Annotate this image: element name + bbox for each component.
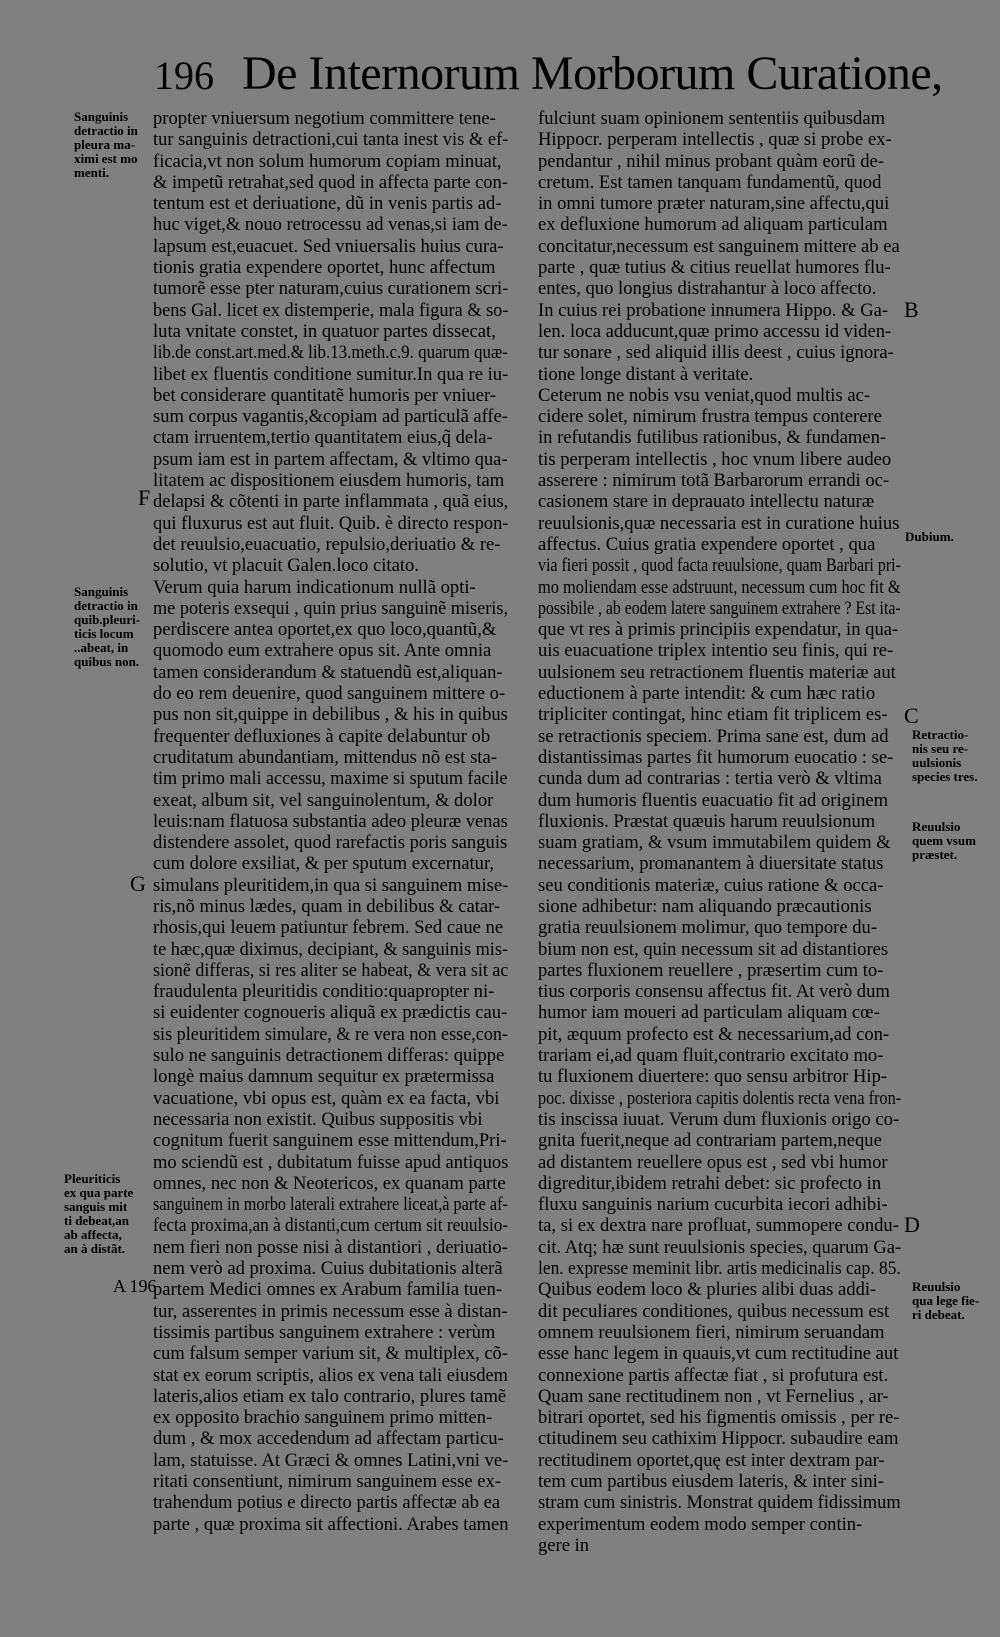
margin-note-line: ximi est mo	[74, 151, 138, 166]
text-line: ta, si ex dextra nare profluat, summopere condu-	[538, 1215, 899, 1237]
catchword: 196	[129, 1276, 157, 1296]
text-line: uulsionem seu retractionem fluentis materiæ aut	[538, 661, 896, 683]
text-line: partes fluxionem reuellere , præsertim cum to-	[538, 959, 884, 981]
text-line: me poteris exsequi , quin prius sanguinẽ miseris,	[153, 597, 508, 619]
text-line: longè maius damnum sequitur ex prætermissa	[153, 1066, 495, 1088]
text-line: omnes, nec non & Neotericos, ex quanam parte	[153, 1172, 506, 1194]
section-letter-g: G	[130, 871, 146, 896]
text-line: dum , & mox accedendum ad affectam particu-	[153, 1428, 504, 1450]
text-line: cit. Atq; hæ sunt reuulsionis species, quarum Ga-	[538, 1236, 901, 1258]
text-line: pit, æquum profecto est & necessarium,ad con-	[538, 1023, 890, 1045]
text-line: fecta proxima,an à distanti,cum certum sit reuulsio-	[153, 1215, 508, 1237]
text-line: tripliciter contingat, hinc etiam fit triplicem es-	[538, 704, 888, 726]
page-header	[150, 46, 943, 106]
text-line: lib.de const.art.med.& lib.13.meth.c.9. quarum quæ-	[153, 342, 508, 364]
margin-note-dubium	[905, 530, 954, 544]
text-line: ctam irruentem,tertio quantitatem eius,q̃ dela-	[153, 427, 493, 449]
margin-note-line: præstet.	[912, 847, 958, 862]
margin-note-line: species tres.	[912, 769, 978, 784]
text-line: trahendum potius e directo partis affectæ ab ea	[153, 1492, 501, 1514]
text-line: lam, statuisse. At Græci & omnes Latini,vni ve-	[153, 1449, 508, 1471]
text-line: sulo ne sanguinis detractionem differas: quippe	[153, 1045, 505, 1067]
text-line: sione adhibetur: nam aliquando præcautionis	[538, 895, 872, 917]
text-line: tumorẽ esse pter naturam,cuius curationem scri-	[153, 278, 508, 300]
section-letter-b: B	[904, 297, 919, 322]
text-line: rectitudinem oportet,quę est inter dextram par-	[538, 1449, 885, 1471]
text-line: qui fluxurus est aut fluit. Quib. è directo respon-	[153, 512, 508, 534]
text-line: fluxu sanguinis narium cucurbita iecori adhibi-	[538, 1194, 888, 1216]
margin-note-line: Pleuriticis	[64, 1171, 121, 1186]
margin-note-line: Retractio-	[912, 727, 969, 742]
text-line: nem verò ad proxima. Cuius dubitationis alterã	[153, 1258, 503, 1280]
text-line: mo moliendam esse adstruunt, necessum cum hoc fit &	[538, 576, 901, 598]
margin-note-line: nis seu re-	[912, 741, 969, 756]
text-line: tissimis partibus sanguinem extrahere : verùm	[153, 1321, 496, 1343]
text-line: pus non sit,quippe in debilibus , & his in quibus	[153, 704, 508, 726]
text-line: Ceterum ne nobis vsu veniat,quod multis ac-	[538, 384, 871, 406]
signature-mark	[113, 1276, 157, 1297]
text-line: parte , quæ tutius & citius reuellat humores flu-	[538, 257, 891, 279]
margin-note-pleuriticis	[64, 1172, 133, 1256]
margin-note-line: ri debeat.	[912, 1307, 965, 1322]
text-line: ritati consentiunt, nimirum sanguinem esse ex-	[153, 1471, 502, 1492]
margin-note-line: sanguis mit	[64, 1199, 128, 1214]
text-line: ex opposito brachio sanguinem primo mitten-	[153, 1407, 493, 1429]
margin-note-line: Reuulsio	[912, 819, 961, 834]
text-line: necessaria non existit. Quibus suppositis vbi	[153, 1108, 483, 1130]
text-line: Quam sane rectitudinem non , vt Fernelius , ar-	[538, 1385, 889, 1407]
text-line: humor iam moueri ad particulam aliquam cœ-	[538, 1002, 880, 1024]
text-line: tamen considerandum & statuendũ est,aliquan-	[153, 661, 503, 683]
text-line: asserere : nimirum totã Barbarorum errandi oc-	[538, 470, 890, 492]
margin-note-sanguinis-quibus	[74, 585, 140, 669]
text-line: esse hanc legem in quauis,vt cum rectitudine aut	[538, 1343, 899, 1365]
margin-note-line: ex qua parte	[64, 1185, 134, 1200]
text-line: gnita fuerit,neque ad contrariam partem,neque	[538, 1130, 882, 1152]
text-line: tur sanguinis detractioni,cui tanta inest vis & ef-	[153, 129, 508, 151]
text-line: Quibus eodem loco & pluries alibi duas addi-	[538, 1279, 877, 1301]
margin-note-line: quib.pleuri-	[74, 612, 141, 627]
text-line: tu fluxionem diuertere: quo sensu arbitror Hip-	[538, 1066, 888, 1088]
text-line: bens Gal. licet ex distemperie, mala figura & so-	[153, 299, 508, 321]
text-line: si euidenter cognoueris aliquã ex prædictis cau-	[153, 1002, 508, 1024]
text-line: lapsum est,euacuet. Sed vniuersalis huius cura-	[153, 235, 504, 257]
text-line: In cuius rei probatione innumera Hippo. & Ga-	[538, 299, 889, 321]
margin-note-line: an à distãt.	[64, 1241, 126, 1256]
text-line: parte , quæ proxima sit affectioni. Arabes tamen	[153, 1513, 508, 1535]
text-line: solutio, vt placuit Galen.loco citato.	[153, 555, 419, 577]
text-line: sis pleuritidem simulare, & re vera non esse,con-	[153, 1023, 508, 1045]
text-line: digreditur,ibidem retrahi debet: sic profecto in	[538, 1172, 882, 1194]
margin-note-line: menti.	[74, 165, 110, 180]
text-line: bet considerare quantitatẽ humoris per vniuer-	[153, 384, 496, 406]
text-line: ad distantem reuellere opus est , sed vbi humor	[538, 1151, 888, 1173]
text-line: que vt res à primis principiis expendatur, in qua-	[538, 619, 899, 641]
margin-note-line: pleura ma-	[74, 137, 136, 152]
text-line: gratia reuulsionem molimur, quo tempore du-	[538, 917, 878, 939]
text-line: ris,nõ minus lædes, quam in debilibus & catar-	[153, 895, 501, 917]
margin-note-reuulsio-vsum	[912, 820, 976, 862]
text-line: leuis:nam flatuosa substantia adeo pleuræ venas	[153, 810, 508, 832]
text-line: casionem stare in deprauato intellectu naturæ	[538, 491, 875, 513]
text-line: fluxionis. Præstat quæuis harum reuulsionum	[538, 810, 876, 832]
text-line: connexione partis affectæ fiat , si profutura est.	[538, 1364, 889, 1386]
margin-note-line: Sanguinis	[74, 109, 129, 124]
text-line: rhosis,qui leuem patiuntur febrem. Sed caue ne	[153, 917, 504, 939]
margin-note-line: Dubium.	[905, 529, 954, 544]
margin-note-line: ..abeat, in	[74, 640, 129, 655]
page-number: 196	[154, 53, 214, 98]
text-line: cruditatum abundantiam, mittendus nõ est sta-	[153, 746, 497, 768]
text-line: tius corporis consensu affectus fit. At verò dum	[538, 981, 890, 1003]
text-line: stram cum sinistris. Monstrat quidem fidissimum	[538, 1492, 901, 1514]
text-line: cidere solet, nimirum frustra tempus conterere	[538, 406, 882, 428]
text-line: fulciunt suam opinionem sententiis quibusdam	[538, 108, 886, 129]
text-line: libet ex fluentis conditione sumitur.In qua re iu-	[153, 363, 508, 385]
text-line: sionẽ differas, si res aliter se habeat, & vera sit ac	[153, 959, 508, 981]
text-line: delapsi & cõtenti in parte inflammata , quã eius,	[153, 491, 508, 513]
margin-note-line: detractio in	[74, 123, 138, 138]
text-line: quomodo eum extrahere opus sit. Ante omnia	[153, 640, 492, 662]
text-line: psum iam est in partem affectam, & vltimo qua-	[153, 448, 508, 470]
margin-note-retractionis	[912, 728, 977, 784]
margin-note-reuulsio-lege	[912, 1280, 979, 1322]
text-line: ctitudinem seu cathixim Hippocr. subaudire eam	[538, 1428, 899, 1450]
text-line: lateris,alios etiam ex talo contrario, plures tamẽ	[153, 1385, 507, 1407]
margin-note-line: uulsionis	[912, 755, 962, 770]
text-line: distendere assolet, quod rarefactis poris sanguis	[153, 832, 508, 854]
text-line: sum corpus vagantis,&copiam ad particulã affe-	[153, 406, 508, 428]
text-line: perdiscere antea oportet,ex quo loco,quantũ,&	[153, 619, 497, 641]
text-line: uis euacuatione triplex intentio seu finis, qui re-	[538, 640, 894, 662]
text-line: len. loca adducunt,quæ primo accessu id viden-	[538, 320, 892, 342]
text-line: nem fieri non posse nisi à distantiori , deriuatio-	[153, 1236, 508, 1258]
margin-note-line: Reuulsio	[912, 1279, 961, 1294]
text-line: simulans pleuritidem,in qua si sanguinem mise-	[153, 874, 508, 896]
text-line: cum dolore exsiliat, & per sputum excernatur,	[153, 853, 495, 875]
text-line: in omni tumore præter naturam,sine affectu,qui	[538, 193, 890, 215]
section-letter-c: C	[904, 703, 919, 728]
margin-note-line: detractio in	[74, 598, 138, 613]
text-line: litatem ac dispositionem eiusdem humoris, tam	[153, 470, 505, 492]
section-letter-f: F	[138, 485, 151, 510]
text-line: dum humoris fluentis euacuatio fit ad originem	[538, 789, 889, 811]
text-line: pendantur , nihil minus probant quàm eorũ de-	[538, 150, 884, 172]
text-line: cum falsum semper varium sit, & multiplex, cõ-	[153, 1343, 508, 1365]
text-line: stat ex eorum scriptis, alios ex vena tali eiusdem	[153, 1364, 508, 1386]
left-text-column	[153, 108, 508, 1535]
text-line: tione longe distant à veritate.	[538, 363, 754, 385]
text-line: necessarium, promanantem à diuersitate status	[538, 853, 884, 875]
text-line: concitatur,necessum est sanguinem mittere ab ea	[538, 235, 900, 257]
text-line: entes, quo longius distrahantur à loco affecto.	[538, 278, 877, 300]
section-letter-a: A	[113, 1276, 126, 1296]
text-line: omnem reuulsionem fieri, nimirum seruandam	[538, 1321, 885, 1343]
text-line: ex defluxione humorum ad aliquam particulam	[538, 214, 888, 236]
text-line: luta vnitate constet, in quatuor partes dissecat,	[153, 320, 496, 342]
text-line: tur sonare , sed aliquid illis deest , cuius ignora-	[538, 342, 894, 364]
margin-note-line: ticis locum	[74, 626, 134, 641]
text-line: poc. dixisse , posteriora capitis dolentis recta vena fron-	[538, 1087, 901, 1109]
margin-note-line: ab affecta,	[64, 1227, 122, 1242]
text-line: Hippocr. perperam intellectis , quæ si probe ex-	[538, 129, 892, 151]
text-line: sanguinem in morbo laterali extrahere liceat,à parte af-	[153, 1194, 508, 1216]
text-line: seu conditionis materiæ, cuius ratione & occa-	[538, 874, 884, 896]
text-line: frequenter defluxiones à capite delabuntur ob	[153, 725, 491, 747]
text-line: tentum est et deriuatione, dũ in venis partis ad-	[153, 193, 502, 215]
text-line: tionis gratia expendere oportet, hunc affectum	[153, 257, 496, 279]
text-line: te hæc,quæ diximus, decipiant, & sanguinis mis-	[153, 938, 508, 960]
right-text-column	[538, 108, 901, 1556]
text-line: huc viget,& nouo retrocessu ad venas,si iam de-	[153, 214, 508, 236]
text-line: fraudulenta pleuritidis conditio:quapropter ni-	[153, 981, 495, 1003]
text-line: possibile , ab eodem latere sanguinem extrahere ? Est ita-	[538, 597, 901, 619]
text-line: tem cum partibus eiusdem lateris, & inter sini-	[538, 1471, 884, 1492]
text-line: vacuatione, vbi opus est, quàm ex ea facta, vbi	[153, 1087, 500, 1109]
text-line: cognitum fuerit sanguinem esse mittendum,Pri-	[153, 1130, 507, 1152]
margin-note-sanguinis-detractio	[74, 110, 138, 180]
text-line: propter vniuersum negotium committere tene-	[153, 108, 496, 129]
text-line: det reuulsio,euacuatio, repulsio,deriuatio & re-	[153, 533, 501, 555]
margin-note-line: qua lege fie-	[912, 1293, 980, 1308]
text-line: affectus. Cuius gratia expendere oportet , qua	[538, 533, 876, 555]
text-line: dit peculiares conditiones, quibus necessum est	[538, 1300, 890, 1322]
text-line: gere in	[538, 1534, 590, 1556]
text-line: bitrari oportet, sed his figmentis omissis , per re-	[538, 1407, 900, 1429]
running-title: De Internorum Morborum Curatione,	[242, 47, 943, 100]
text-line: tim primo mali accessu, maxime si sputum facile	[153, 768, 508, 790]
text-line: suam gratiam, & vsum immutabilem quidem &	[538, 832, 891, 854]
text-line: tur, asserentes in primis necessum esse à distan-	[153, 1300, 508, 1322]
text-line: trariam ei,ad quam fluit,contrario excitato mo-	[538, 1045, 884, 1067]
text-line: eductionem à parte intendit: & cum hæc ratio	[538, 683, 876, 705]
text-line: cretum. Est tamen tanquam fundamentũ, quod	[538, 171, 882, 193]
text-line: Verum quia harum indicationum nullã opti-	[153, 576, 476, 598]
text-line: se retractionis speciem. Prima sane est, dum ad	[538, 725, 889, 747]
text-line: do eo rem deuenire, quod sanguinem mittere o-	[153, 683, 506, 705]
text-line: ficacia,vt non solum humorum copiam minuat,	[153, 150, 502, 172]
margin-note-line: quibus non.	[74, 654, 140, 669]
text-line: in refutandis futilibus rationibus, & fundamen-	[538, 427, 887, 449]
margin-note-line: ti debeat,an	[64, 1213, 129, 1228]
text-line: experimentum eodem modo semper contin-	[538, 1513, 863, 1535]
text-line: len. expresse meminit libr. artis medicinalis cap. 85.	[538, 1258, 901, 1280]
text-line: mo sciendũ est , dubitatum fuisse apud antiquos	[153, 1151, 508, 1173]
text-line: bium non est, quin necessum sit ad distantiores	[538, 938, 889, 960]
margin-note-line: quem vsum	[912, 833, 976, 848]
text-line: via fieri possit , quod facta reuulsione, quam Barbari pri-	[538, 555, 901, 577]
text-line: cunda dum ad contrarias : tertia verò & vltima	[538, 768, 882, 790]
text-line: distantissimas partes fit humorum euocatio : se-	[538, 746, 894, 768]
text-line: exeat, album sit, vel sanguinolentum, & dolor	[153, 789, 494, 811]
text-line: partem Medici omnes ex Arabum familia tuen-	[153, 1279, 503, 1301]
text-line: reuulsionis,quæ necessaria est in curatione huius	[538, 512, 900, 534]
text-line: tis perperam intellectis , hoc vnum libere audeo	[538, 448, 892, 470]
text-line: & impetũ retrahat,sed quod in affecta parte con-	[153, 171, 508, 193]
text-line: tis inscissa iuuat. Verum dum fluxionis origo co-	[538, 1108, 900, 1130]
margin-note-line: Sanguinis	[74, 584, 129, 599]
section-letter-d: D	[904, 1212, 920, 1237]
